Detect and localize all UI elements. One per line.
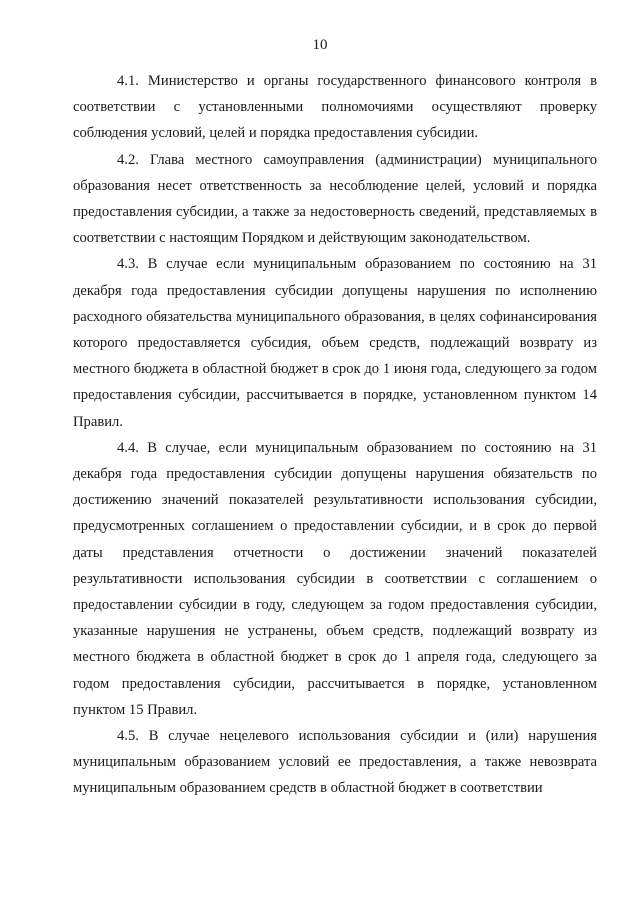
paragraph-4-4: 4.4. В случае, если муниципальным образованием по состоянию на 31 декабря года предоставления субсидии допущены нарушения обязательств по достижению значений показателей результативности использования субсидии, предусмотренных соглашением о предоставлении субсидии, и в срок до первой даты представления отчетности о достижении значений показателей результативности использования субсидии в соответствии с соглашением о предоставлении субсидии в году, следующем за годом предоставления субсидии, указанные нарушения не устранены, объем средств, подлежащий возврату из местного бюджета в областной бюджет в срок до 1 апреля года, следующего за годом предоставления субсидии, рассчитывается в порядке, установленном пунктом 15 Правил. [73, 439, 597, 718]
paragraph-4-5: 4.5. В случае нецелевого использования субсидии и (или) нарушения муниципальным образованием условий ее предоставления, а также невозврата муниципальным образованием средств в областной бюджет в соответствии [73, 728, 597, 797]
document-body [73, 68, 597, 802]
page-number: 10 [312, 37, 328, 53]
paragraph-4-1: 4.1. Министерство и органы государственного финансового контроля в соответствии с установленными полномочиями осуществляют проверку соблюдения условий, целей и порядка предоставления субсидии. [73, 73, 597, 142]
paragraph-4-3: 4.3. В случае если муниципальным образованием по состоянию на 31 декабря года предоставления субсидии допущены нарушения по исполнению расходного обязательства муниципального образования, в целях софинансирования которого предоставляется субсидия, объем средств, подлежащий возврату из местного бюджета в областной бюджет в срок до 1 июня года, следующего за годом предоставления субсидии, рассчитывается в порядке, установленном пунктом 14 Правил. [73, 256, 597, 430]
paragraph-4-2: 4.2. Глава местного самоуправления (администрации) муниципального образования несет ответственность за несоблюдение целей, условий и порядка предоставления субсидии, а также за недостоверность сведений, представляемых в соответствии с настоящим Порядком и действующим законодательством. [73, 151, 597, 247]
